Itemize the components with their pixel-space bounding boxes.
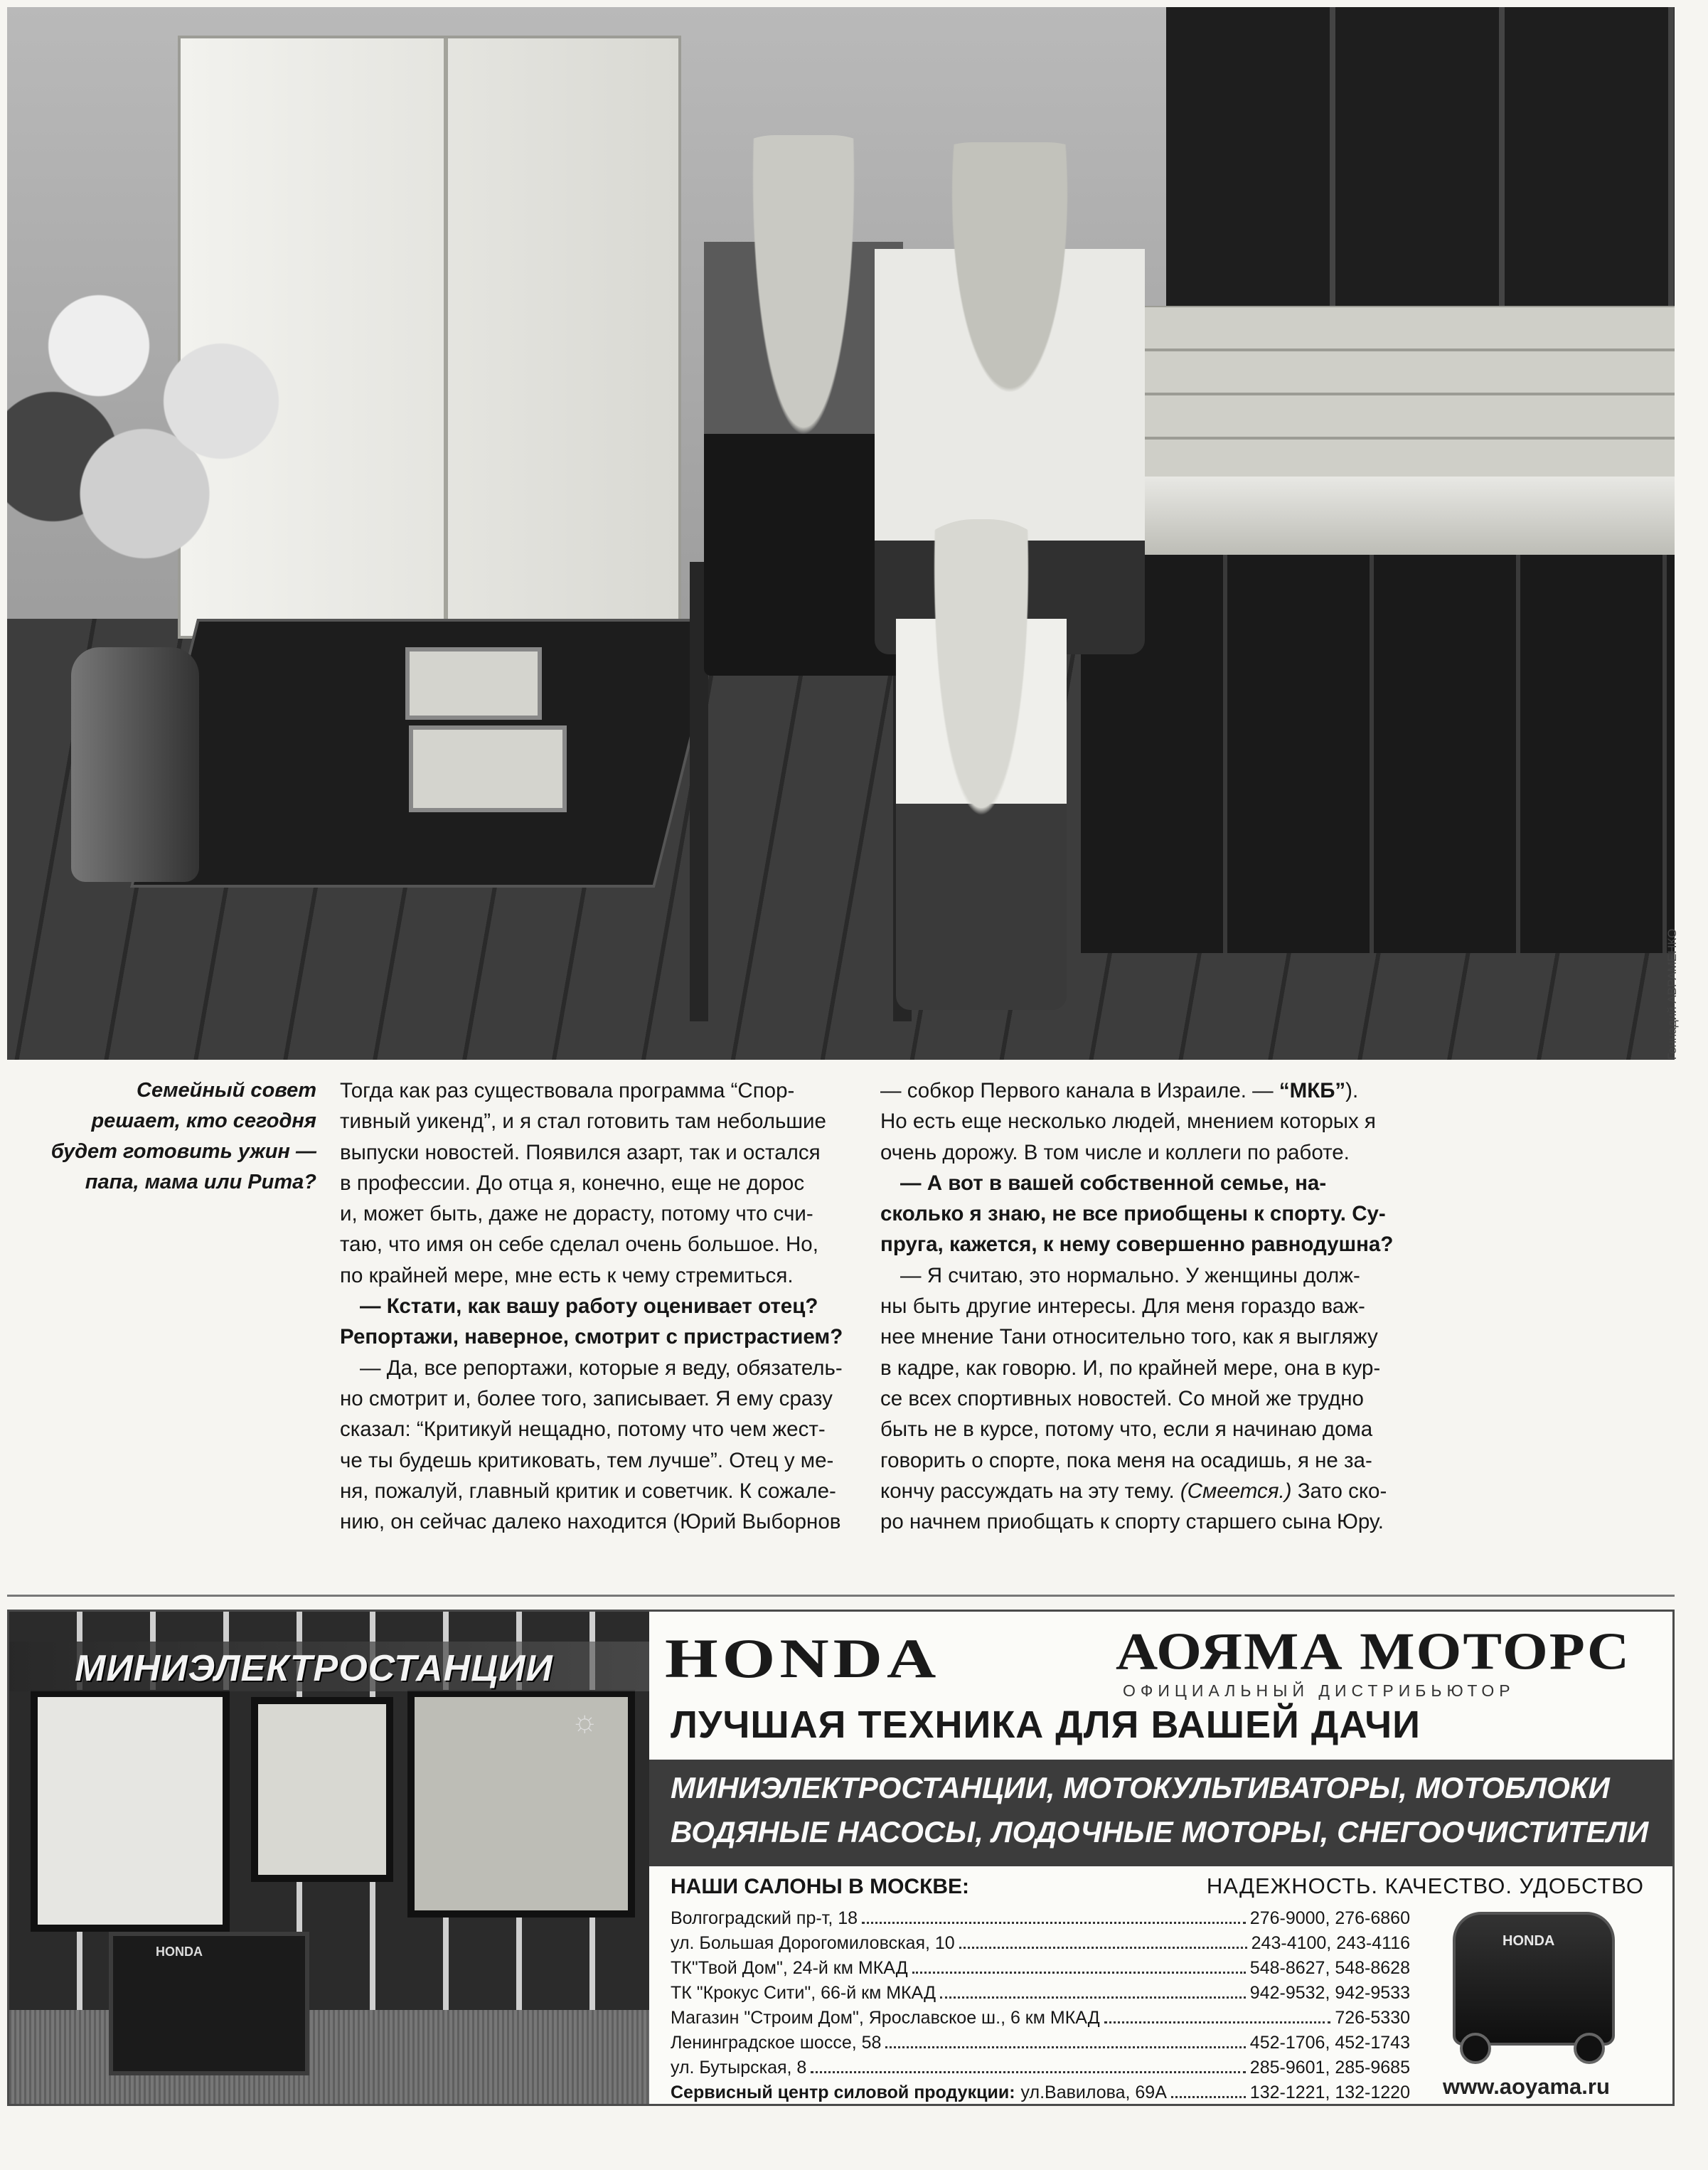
question-line: Репортажи, наверное, смотрит с пристрастием? — [340, 1325, 843, 1349]
generator-brand: HONDA — [156, 1945, 203, 1959]
text-line: и, может быть, даже не дорасту, потому что счи- — [340, 1202, 813, 1226]
caption-line: решает, кто сегодня — [91, 1110, 316, 1132]
article-column-1 — [340, 1075, 859, 1537]
wheel — [1460, 2033, 1491, 2064]
section-divider — [7, 1595, 1675, 1597]
salon-row — [671, 1906, 1410, 1931]
website-link[interactable]: www.aoyama.ru — [1443, 2074, 1610, 2099]
text-line: се всех спортивных новостей. Со мной же трудно — [880, 1386, 1364, 1410]
text-line: нию, он сейчас далеко находится (Юрий Выборнов — [340, 1510, 841, 1534]
leader-dots — [862, 1922, 1246, 1924]
ad-slogan: ЛУЧШАЯ ТЕХНИКА ДЛЯ ВАШЕЙ ДАЧИ — [671, 1703, 1421, 1746]
salon-phone: 548-8627, 548-8628 — [1249, 1958, 1410, 1978]
service-center-row — [671, 2080, 1410, 2105]
salon-address: ул. Большая Дорогомиловская, 10 — [671, 1933, 955, 1953]
salon-phone: 276-9000, 276-6860 — [1249, 1908, 1410, 1928]
ad-house-photo — [9, 1612, 649, 2104]
honda-advertisement — [7, 1610, 1675, 2106]
text-line: очень дорожу. В том числе и коллеги по работе. — [880, 1140, 1350, 1164]
honda-logo: HONDA — [665, 1627, 941, 1690]
inverter-generator-image — [1439, 1905, 1623, 2054]
kitchen-counter — [1067, 477, 1675, 555]
kitchen-photo — [7, 7, 1675, 1060]
salon-row — [671, 1956, 1410, 1981]
service-center-address: ул.Вавилова, 69А — [1020, 2083, 1167, 2102]
vase — [71, 647, 199, 882]
ad-info-panel — [649, 1612, 1672, 2104]
products-line: ВОДЯНЫЕ НАСОСЫ, ЛОДОЧНЫЕ МОТОРЫ, СНЕГООЧИСТИТЕЛИ — [671, 1815, 1649, 1849]
house-window — [407, 1690, 635, 1918]
channel-name: “МКБ” — [1279, 1079, 1346, 1102]
salon-row — [671, 2031, 1410, 2055]
lawn — [9, 2010, 649, 2104]
upper-cabinets — [1166, 7, 1675, 313]
caption-line: папа, мама или Рита? — [85, 1171, 316, 1193]
salon-row — [671, 2006, 1410, 2031]
text-line — [880, 1075, 1391, 1106]
salon-address: Магазин "Строим Дом", Ярославское ш., 6 км МКАД — [671, 2008, 1100, 2028]
ad-tagline: НАДЕЖНОСТЬ. КАЧЕСТВО. УДОБСТВО — [1206, 1873, 1644, 1898]
text-segment: ). — [1345, 1079, 1359, 1102]
text-line — [880, 1476, 1391, 1506]
text-line: ро начнем приобщать к спорту старшего сына Юру. — [880, 1510, 1384, 1534]
text-line: таю, что имя он себе сделал очень большое. Но, — [340, 1233, 818, 1257]
house-window — [31, 1690, 230, 1932]
placemat — [409, 725, 567, 812]
text-line: — Да, все репортажи, которые я веду, обязатель- — [360, 1356, 843, 1380]
salon-phone: 285-9601, 285-9685 — [1249, 2058, 1410, 2078]
text-line: в кадре, как говорю. И, по крайней мере, она в кур- — [880, 1356, 1381, 1380]
leader-dots — [940, 1996, 1246, 1999]
question-line: пруга, кажется, к нему совершенно равнодушна? — [880, 1233, 1394, 1257]
text-line: — Я считаю, это нормально. У женщины долж- — [900, 1263, 1360, 1287]
text-line: но смотрит и, более того, записывает. Я ему сразу — [340, 1386, 833, 1410]
flower-bouquet — [7, 235, 313, 605]
product-brand: HONDA — [1502, 1933, 1555, 1949]
service-center-label: Сервисный центр силовой продукции: — [671, 2083, 1015, 2102]
caption-line: будет готовить ужин — — [50, 1140, 316, 1163]
text-line: говорить о спорте, пока меня на осадишь, я не за- — [880, 1448, 1372, 1472]
products-line: МИНИЭЛЕКТРОСТАНЦИИ, МОТОКУЛЬТИВАТОРЫ, МОТОБЛОКИ — [671, 1771, 1610, 1804]
caption-line: Семейный совет — [137, 1079, 316, 1102]
text-line: ня, пожалуй, главный критик и советчик. К сожале- — [340, 1479, 836, 1503]
aoyama-logo: АОЯМА МОТОРС — [1116, 1622, 1631, 1681]
salon-address: ТК"Твой Дом", 24-й км МКАД — [671, 1958, 908, 1978]
girl-figure — [896, 519, 1067, 1010]
woman-figure — [704, 135, 903, 676]
photo-caption — [43, 1075, 316, 1198]
salons-list — [671, 1906, 1410, 2105]
leader-dots — [885, 2046, 1245, 2048]
salon-phone: 243-4100, 243-4116 — [1251, 1933, 1410, 1953]
text-line: ны быть другие интересы. Для меня гораздо важ- — [880, 1294, 1365, 1319]
question-line: — А вот в вашей собственной семье, на- — [900, 1171, 1327, 1195]
leader-dots — [1104, 2021, 1331, 2023]
salons-heading: НАШИ САЛОНЫ В МОСКВЕ: — [671, 1875, 970, 1898]
sun-icon: ☼ — [571, 1704, 599, 1738]
salon-address: Ленинградское шоссе, 58 — [671, 2033, 882, 2053]
text-line: выпуски новостей. Появился азарт, так и остался — [340, 1140, 821, 1164]
question-line: — Кстати, как вашу работу оценивает отец? — [360, 1294, 818, 1319]
text-line: сказал: “Критикуй нещадно, потому что чем жест- — [340, 1418, 826, 1442]
salon-phone: 942-9532, 942-9533 — [1249, 1983, 1410, 2003]
question-line: сколько я знаю, не все приобщены к спорту. Су- — [880, 1202, 1386, 1226]
salon-row — [671, 1931, 1410, 1956]
placemat — [405, 647, 542, 720]
ad-banner-title: МИНИЭЛЕКТРОСТАНЦИИ — [75, 1648, 553, 1689]
text-line: Тогда как раз существовала программа “Спор- — [340, 1079, 795, 1102]
text-line: че ты будешь критиковать, тем лучше”. Отец у ме- — [340, 1448, 834, 1472]
salon-phone: 452-1706, 452-1743 — [1249, 2033, 1410, 2053]
text-line: в профессии. До отца я, конечно, еще не дорос — [340, 1171, 805, 1195]
generator-image — [109, 1932, 309, 2075]
service-center-phone: 132-1221, 132-1220 — [1249, 2083, 1410, 2102]
generator-body — [1453, 1912, 1615, 2046]
salon-phone: 726-5330 — [1335, 2008, 1410, 2028]
photo-credit: Геннадий АВРАМЕНКО — [1665, 928, 1679, 1060]
salon-row — [671, 1981, 1410, 2006]
text-segment-italic: (Смеется.) — [1180, 1479, 1292, 1503]
distributor-label: ОФИЦИАЛЬНЫЙ ДИСТРИБЬЮТОР — [1123, 1681, 1515, 1700]
text-line: нее мнение Тани относительно того, как я выгляжу — [880, 1325, 1378, 1349]
salon-address: ул. Бутырская, 8 — [671, 2058, 807, 2078]
leader-dots — [811, 2071, 1245, 2073]
products-bar — [649, 1760, 1672, 1866]
text-line: тивный уикенд”, и я стал готовить там небольшие — [340, 1110, 826, 1134]
leader-dots — [959, 1947, 1247, 1949]
leader-dots — [912, 1972, 1246, 1974]
article-column-2 — [880, 1075, 1394, 1537]
text-line: быть не в курсе, потому что, если я начинаю дома — [880, 1418, 1373, 1442]
leader-dots — [1171, 2096, 1246, 2098]
lower-cabinets — [1081, 555, 1675, 953]
salon-address: Волгоградский пр-т, 18 — [671, 1908, 858, 1928]
salon-address: ТК "Крокус Сити", 66-й км МКАД — [671, 1983, 936, 2003]
text-segment: Зато ско- — [1291, 1479, 1387, 1503]
text-segment: кончу рассуждать на эту тему. — [880, 1479, 1180, 1503]
salon-row — [671, 2055, 1410, 2080]
house-window — [251, 1697, 393, 1882]
text-segment: — собкор Первого канала в Израиле. — — [880, 1079, 1279, 1102]
wheel — [1574, 2033, 1605, 2064]
text-line: Но есть еще несколько людей, мнением которых я — [880, 1110, 1376, 1134]
text-line: по крайней мере, мне есть к чему стремиться. — [340, 1263, 794, 1287]
